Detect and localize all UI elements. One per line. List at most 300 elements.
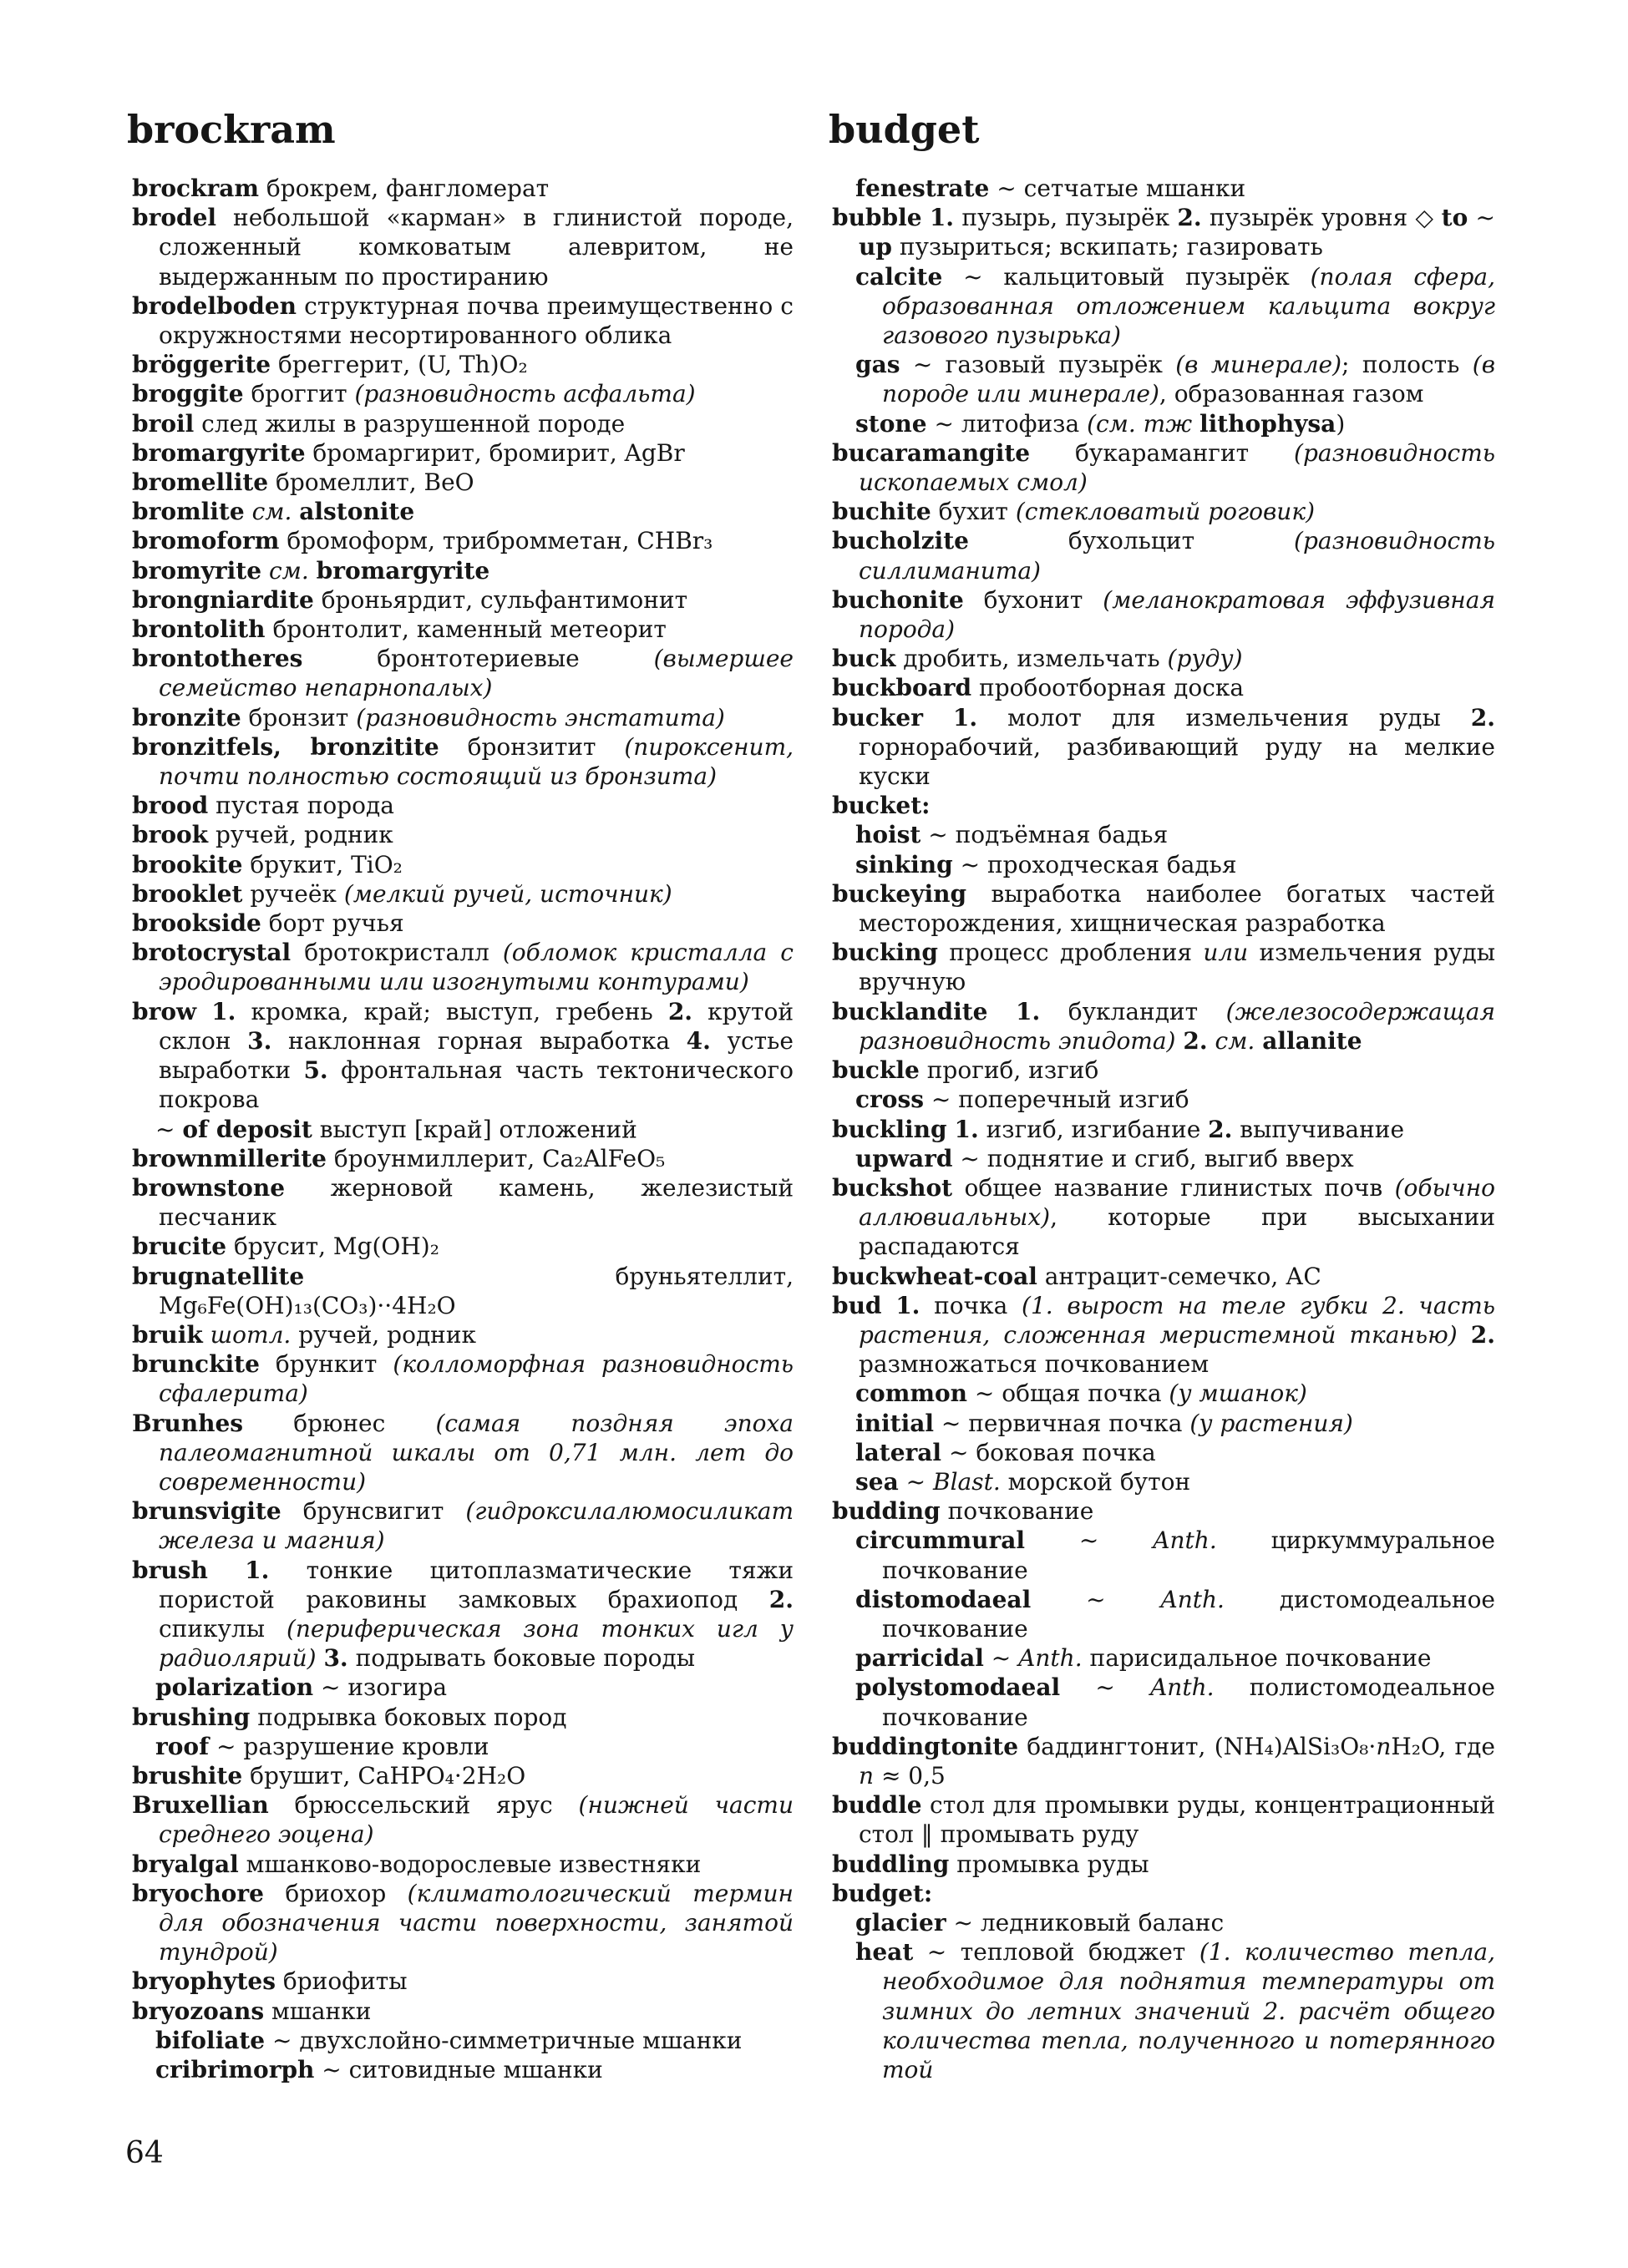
sub-entry: [832, 1144, 1495, 1173]
headword: brush: [132, 1556, 208, 1584]
headword: Bruxellian: [132, 1791, 269, 1820]
definition-text: ~ первичная почка: [933, 1409, 1190, 1437]
dictionary-entry: [132, 497, 794, 526]
dictionary-entry: [132, 468, 794, 497]
headword: brooklet: [132, 879, 243, 908]
definition-text: молот для измельчения руды: [977, 703, 1471, 732]
italic-note: (разновидность ископаемых смол): [859, 438, 1495, 497]
definition-text: горнорабочий, разбивающий руду на мелкие куски: [859, 732, 1495, 791]
definition-text: H₂O, где: [1391, 1732, 1495, 1760]
definition-text: бронзитит: [439, 732, 625, 761]
definition-text: ручеёк: [242, 879, 344, 908]
dictionary-entry: [832, 1496, 1495, 1526]
definition-text: [309, 557, 317, 585]
headword: bucker: [832, 703, 923, 732]
definition-text: подрывка боковых пород: [250, 1703, 567, 1731]
dictionary-entry: [132, 1761, 794, 1790]
dictionary-entry: [132, 526, 794, 555]
definition-text: ~: [155, 1115, 183, 1143]
definition-text: брушит, CaHPO₄·2H₂O: [242, 1761, 526, 1790]
headword: bruik: [132, 1320, 203, 1349]
dictionary-entry: [132, 644, 794, 702]
sub-entry: [832, 1908, 1495, 1937]
headword: up: [859, 233, 892, 261]
definition-text: ~ общая почка: [967, 1380, 1169, 1408]
definition-text: размножаться почкованием: [859, 1350, 1210, 1379]
headword: cross: [855, 1086, 925, 1114]
italic-note: (вымершее семейство непарнопалых): [159, 645, 794, 702]
headword: stone: [855, 409, 927, 438]
definition-text: ~: [1060, 1673, 1151, 1702]
definition-text: ~ изогира: [313, 1673, 448, 1702]
headword: broggite: [132, 380, 244, 408]
headword: 2.: [1470, 1320, 1495, 1349]
definition-text: фронтальная часть тектонического покрова: [159, 1056, 794, 1114]
headword: buckeying: [832, 879, 967, 908]
headword: bronzitfels, bronzitite: [132, 732, 439, 761]
definition-text: ~ двухслойно-симметричные мшанки: [265, 2026, 743, 2054]
dictionary-entry: [832, 1056, 1495, 1085]
headword: bromyrite: [132, 556, 262, 585]
sub-entry: [132, 2055, 794, 2084]
headword: buchite: [832, 498, 931, 526]
dictionary-entry: [832, 585, 1495, 644]
definition-text: подрывать боковые породы: [347, 1644, 696, 1673]
italic-note: (климатологический термин для обозначения части поверхности, занятой тундрой): [159, 1879, 794, 1967]
headword: alstonite: [299, 498, 415, 526]
headword: 5.: [303, 1056, 328, 1085]
headword: buckle: [832, 1056, 920, 1085]
italic-note: (в минерале): [1175, 351, 1342, 379]
definition-text: [1255, 1027, 1262, 1055]
definition-text: брюссельский ярус: [268, 1791, 579, 1820]
headword: bryozoans: [132, 1997, 265, 2025]
definition-text: мшанково-водорослевые известняки: [238, 1850, 702, 1878]
headword: gas: [855, 351, 900, 379]
headword: 1.: [929, 204, 955, 232]
headword: brow: [132, 997, 197, 1025]
definition-text: ~ поднятие и сгиб, выгиб вверх: [952, 1144, 1354, 1172]
definition-text: бротокристалл: [291, 939, 503, 967]
definition-text: бронзит: [241, 703, 357, 732]
definition-text: общее название глинистых почв: [952, 1173, 1395, 1202]
dictionary-entry: [132, 615, 794, 644]
headword: brookite: [132, 850, 243, 878]
definition-text: изгиб, изгибание: [978, 1115, 1209, 1143]
definition-text: бромеллит, BeO: [268, 468, 474, 497]
headword: 3.: [247, 1026, 272, 1055]
headword: 2.: [667, 997, 693, 1025]
definition-text: броньярдит, сульфантимонит: [313, 585, 688, 614]
definition-text: ~: [983, 1644, 1019, 1673]
definition-text: [1192, 410, 1199, 438]
definition-text: ~: [1468, 204, 1495, 232]
headword: 4.: [686, 1026, 711, 1055]
definition-text: ручей, родник: [291, 1320, 477, 1349]
headword: bromellite: [132, 468, 269, 497]
dictionary-entry: [832, 526, 1495, 585]
dictionary-entry: [832, 1173, 1495, 1262]
dictionary-entry: [832, 673, 1495, 702]
definition-text: почкование: [940, 1497, 1094, 1526]
italic-note: Anth.: [1153, 1526, 1217, 1555]
headword: brugnatellite: [132, 1262, 305, 1290]
headword: brontolith: [132, 615, 266, 644]
sub-entry: [132, 1732, 794, 1761]
sub-entry: [832, 174, 1495, 203]
definition-text: структурная почва преимущественно с окружностями несортированного облика: [159, 291, 794, 350]
dictionary-entry: [132, 1790, 794, 1849]
italic-note: Blast.: [933, 1467, 1001, 1496]
sub-entry: [832, 1937, 1495, 2084]
headword: brushite: [132, 1761, 243, 1790]
italic-note: (меланократовая эффузивная порода): [859, 585, 1495, 644]
headword: brushing: [132, 1703, 251, 1731]
definition-text: дистомодеальное почкование: [882, 1585, 1496, 1643]
italic-note: см.: [1215, 1026, 1255, 1055]
definition-text: бреггерит, (U, Th)O₂: [271, 351, 528, 379]
definition-text: , которые при высыхании распадаются: [859, 1203, 1495, 1261]
headword: bromlite: [132, 498, 245, 526]
definition-text: морской бутон: [1000, 1467, 1191, 1496]
definition-text: антрацит-семечко, АС: [1037, 1262, 1321, 1290]
headword: 1.: [952, 703, 978, 732]
dictionary-entry: [132, 174, 794, 203]
dictionary-entry: [132, 732, 794, 791]
italic-note: (полая сфера, образованная отложением кальцита вокруг газового пузырька): [882, 262, 1495, 350]
definition-text: пузырь, пузырёк: [954, 204, 1178, 232]
headword: bronzite: [132, 703, 241, 732]
headword: buchonite: [832, 585, 964, 614]
definition-text: борт ручья: [261, 909, 404, 938]
definition-text: [292, 498, 299, 525]
definition-text: ~ газовый пузырёк: [900, 351, 1176, 379]
dictionary-entry: [132, 879, 794, 909]
headword: polystomodaeal: [855, 1673, 1061, 1702]
sub-entry: [832, 1526, 1495, 1584]
dictionary-entry: [132, 1879, 794, 1967]
definition-text: ≈ 0,5: [874, 1761, 946, 1790]
definition-text: прогиб, изгиб: [919, 1056, 1099, 1085]
definition-text: [987, 998, 1016, 1025]
running-head-right: budget: [829, 107, 980, 152]
italic-note: (см. тж: [1087, 409, 1193, 438]
italic-note: (пироксенит, почти полностью состоящий из бронзита): [159, 732, 794, 791]
definition-text: ~: [1031, 1585, 1161, 1613]
definition-text: процесс дробления: [937, 939, 1204, 967]
definition-text: баддингтонит, (NH₄)AlSi₃O₈·: [1018, 1732, 1377, 1760]
italic-note: Anth.: [1160, 1585, 1225, 1613]
sub-entry: [832, 1379, 1495, 1408]
headword: buckling: [832, 1115, 947, 1143]
headword: brodelboden: [132, 291, 297, 320]
italic-note: (гидроксилалюмосиликат железа и магния): [159, 1497, 794, 1555]
italic-note: n: [859, 1761, 875, 1790]
headword: circummural: [855, 1526, 1025, 1555]
definition-text: выступ [край] отложений: [312, 1115, 637, 1143]
definition-text: ~ тепловой бюджет: [913, 1938, 1199, 1967]
definition-text: спикулы: [159, 1614, 287, 1643]
definition-text: [1458, 1321, 1471, 1349]
definition-text: броунмиллерит, Ca₂AlFeO₅: [326, 1144, 666, 1172]
definition-text: крутой склон: [159, 997, 794, 1055]
headword: sea: [855, 1467, 899, 1496]
headword: 1.: [954, 1115, 979, 1143]
definition-text: пустая порода: [208, 792, 394, 820]
definition-text: бриофиты: [276, 1967, 408, 1996]
headword: initial: [855, 1409, 934, 1437]
dictionary-entry: [132, 1703, 794, 1732]
definition-text: [208, 1557, 245, 1584]
headword: bryalgal: [132, 1850, 239, 1878]
italic-note: (1. вырост на теле губки 2. часть растения, сложенная меристемной тканью): [859, 1291, 1496, 1349]
headword: polarization: [155, 1673, 314, 1702]
headword: upward: [855, 1144, 953, 1172]
dictionary-entry: [132, 585, 794, 615]
definition-text: пробоотборная доска: [971, 674, 1245, 702]
headword: bryochore: [132, 1879, 264, 1907]
definition-text: ~ боковая почка: [941, 1438, 1156, 1466]
sub-entry: [832, 262, 1495, 351]
definition-text: пузыриться; вскипать; газировать: [891, 233, 1323, 261]
definition-text: парисидальное почкование: [1082, 1644, 1432, 1673]
dictionary-entry: [132, 203, 794, 291]
dictionary-entry: [132, 1556, 794, 1673]
headword: of deposit: [182, 1115, 312, 1143]
definition-text: брокрем, фангломерат: [258, 175, 550, 202]
definition-text: [947, 1116, 955, 1143]
headword: 2.: [1183, 1026, 1208, 1055]
dictionary-entry: [132, 703, 794, 732]
headword: Brunhes: [132, 1409, 244, 1437]
definition-text: бриохор: [263, 1879, 408, 1907]
definition-text: ~ подъёмная бадья: [921, 821, 1169, 849]
running-head-left: brockram: [127, 107, 336, 152]
definition-text: [245, 498, 252, 525]
headword: 2.: [1177, 204, 1202, 232]
italic-note: (обломок кристалла с эродированными или изогнутыми контурами): [159, 939, 794, 996]
definition-text: ~ литофиза: [926, 409, 1088, 438]
definition-text: небольшой «карман» в глинистой породе, сложенный комковатым алевритом, не выдержанным по простиранию: [159, 204, 794, 291]
sub-entry: [832, 850, 1495, 879]
definition-text: стол для промывки руды, концентрационный стол ‖ промывать руду: [859, 1791, 1495, 1849]
dictionary-entry: [132, 1409, 794, 1497]
headword: roof: [155, 1732, 210, 1760]
headword: brunckite: [132, 1350, 260, 1379]
page-number: 64: [125, 2136, 164, 2170]
dictionary-entry: [832, 997, 1495, 1056]
headword: brontotheres: [132, 645, 303, 673]
dictionary-entry: [132, 1262, 794, 1320]
definition-text: циркуммуральное почкование: [882, 1526, 1495, 1584]
definition-text: бромоформ, трибромметан, CHBr₃: [279, 527, 713, 555]
sub-entry: [832, 409, 1495, 438]
definition-text: полистомодеальное почкование: [882, 1673, 1495, 1731]
headword: 1.: [1015, 997, 1041, 1025]
headword: sinking: [855, 850, 953, 878]
definition-text: измельчения руды вручную: [859, 939, 1496, 996]
sub-entry: [832, 1673, 1495, 1731]
headword: lateral: [855, 1438, 942, 1466]
italic-note: или: [1203, 939, 1249, 967]
headword: parricidal: [855, 1644, 984, 1673]
sub-entry: [832, 1643, 1495, 1673]
dictionary-entry: [832, 1850, 1495, 1879]
italic-note: (колломорфная разновидность сфалерита): [159, 1350, 794, 1408]
definition-text: [261, 557, 269, 585]
dictionary-entry: [832, 1732, 1495, 1790]
definition-text: брунсвигит: [281, 1497, 466, 1526]
definition-text: ~: [1025, 1526, 1154, 1555]
left-column: [132, 174, 794, 2084]
definition-text: кромка, край; выступ, гребень: [236, 997, 668, 1025]
definition-text: ~ сетчатые мшанки: [989, 175, 1246, 202]
dictionary-entry: [132, 1144, 794, 1173]
dictionary-entry: [132, 438, 794, 468]
definition-text: бронтолит, каменный метеорит: [265, 615, 667, 644]
definition-text: ~ ледниковый баланс: [946, 1908, 1225, 1936]
definition-text: дробить, измельчать: [895, 645, 1168, 673]
headword: budget:: [832, 1879, 933, 1907]
definition-text: ~ разрушение кровли: [209, 1732, 489, 1760]
definition-text: промывка руды: [949, 1850, 1149, 1878]
headword: brucite: [132, 1233, 227, 1261]
definition-text: выпучивание: [1232, 1115, 1405, 1143]
dictionary-entry: [832, 203, 1495, 261]
headword: 3.: [323, 1644, 348, 1673]
dictionary-entry: [132, 850, 794, 879]
definition-text: ; полость: [1341, 351, 1473, 379]
definition-text: ручей, родник: [208, 821, 393, 849]
headword: buddingtonite: [832, 1732, 1019, 1760]
headword: bromargyrite: [316, 556, 490, 585]
headword: common: [855, 1380, 968, 1408]
italic-note: см.: [251, 498, 292, 526]
definition-text: броггит: [243, 380, 355, 408]
headword: bromargyrite: [132, 438, 306, 467]
italic-note: Anth.: [1150, 1673, 1215, 1702]
dictionary-entry: [832, 438, 1495, 497]
italic-note: (разновидность энстатита): [356, 703, 725, 732]
italic-note: (у растения): [1189, 1409, 1353, 1437]
headword: brownstone: [132, 1173, 286, 1202]
sub-entry: [832, 1409, 1495, 1438]
dictionary-entry: [132, 1320, 794, 1349]
headword: 2.: [1208, 1115, 1233, 1143]
definition-text: брукит, TiO₂: [242, 850, 403, 878]
italic-note: шотл.: [210, 1320, 292, 1349]
headword: heat: [855, 1938, 914, 1967]
headword: lithophysa: [1199, 409, 1336, 438]
dictionary-entry: [832, 1262, 1495, 1291]
italic-note: (периферическая зона тонких игл у радиолярий): [159, 1614, 794, 1673]
dictionary-entry: [132, 1997, 794, 2026]
headword: buddling: [832, 1850, 950, 1878]
definition-text: ~ поперечный изгиб: [924, 1086, 1189, 1114]
dictionary-entry: [132, 1232, 794, 1261]
dictionary-entry: [132, 409, 794, 438]
headword: bucklandite: [832, 997, 988, 1025]
definition-text: бромаргирит, бромирит, AgBr: [305, 438, 685, 467]
dictionary-entry: [832, 791, 1495, 820]
dictionary-entry: [132, 1173, 794, 1232]
headword: allanite: [1262, 1026, 1362, 1055]
headword: buck: [832, 645, 896, 673]
headword: 2.: [1470, 703, 1495, 732]
definition-text: мшанки: [264, 1997, 372, 2025]
definition-text: брюнес: [243, 1409, 436, 1437]
definition-text: бухонит: [963, 585, 1103, 614]
sub-entry: [832, 350, 1495, 408]
headword: buckshot: [832, 1173, 953, 1202]
sub-entry: [832, 1467, 1495, 1496]
headword: bucaramangite: [832, 438, 1031, 467]
dictionary-entry: [132, 1967, 794, 1996]
definition-text: след жилы в разрушенной породе: [194, 409, 626, 438]
definition-text: выработка наиболее богатых частей месторождения, хищническая разработка: [859, 879, 1495, 938]
dictionary-entry: [132, 997, 794, 1115]
dictionary-entry: [132, 291, 794, 350]
headword: calcite: [855, 262, 943, 291]
headword: 2.: [768, 1585, 794, 1613]
right-column: [832, 174, 1495, 2084]
headword: buckwheat-coal: [832, 1262, 1037, 1290]
definition-text: бухит: [931, 498, 1016, 526]
dictionary-entry: [832, 1879, 1495, 1908]
italic-note: Anth.: [1018, 1644, 1083, 1673]
headword: brunsvigite: [132, 1497, 281, 1526]
dictionary-entry: [832, 938, 1495, 996]
headword: 1.: [895, 1291, 921, 1319]
definition-text: почка: [920, 1291, 1022, 1319]
definition-text: брункит: [259, 1350, 393, 1379]
definition-text: [882, 1292, 896, 1319]
italic-note: (самая поздняя эпоха палеомагнитной шкалы от 0,71 млн. лет до современности): [159, 1409, 794, 1496]
definition-text: бруньятеллит, Mg₆Fe(OH)₁₃(CO₃)··4H₂O: [159, 1262, 794, 1319]
definition-text: [1208, 1027, 1215, 1055]
sub-entry: [832, 1085, 1495, 1114]
sub-entry: [832, 820, 1495, 849]
dictionary-entry: [832, 497, 1495, 526]
headword: broil: [132, 409, 195, 438]
definition-text: бронтотериевые: [302, 645, 654, 673]
dictionary-entry: [132, 909, 794, 938]
headword: bromoform: [132, 527, 280, 555]
definition-text: наклонная горная выработка: [271, 1026, 687, 1055]
italic-note: n: [1376, 1732, 1392, 1760]
headword: brodel: [132, 204, 217, 232]
dictionary-entry: [132, 820, 794, 849]
headword: distomodaeal: [855, 1585, 1032, 1613]
headword: brongniardite: [132, 585, 314, 614]
definition-text: брусит, Mg(OH)₂: [226, 1233, 439, 1261]
definition-text: жерновой камень, железистый песчаник: [159, 1173, 794, 1232]
definition-text: букландит: [1040, 997, 1226, 1025]
definition-text: букарамангит: [1030, 438, 1295, 467]
sub-entry: [832, 1585, 1495, 1643]
italic-note: (обычно аллювиальных): [859, 1173, 1495, 1232]
dictionary-entry: [832, 1291, 1495, 1380]
sub-entry: [132, 1115, 794, 1144]
italic-note: (нижней части среднего эоцена): [159, 1791, 794, 1849]
definition-text: ~ проходческая бадья: [952, 850, 1237, 878]
headword: brockram: [132, 175, 259, 202]
headword: budding: [832, 1497, 941, 1526]
definition-text: бухольцит: [968, 527, 1295, 555]
sub-entry: [132, 2026, 794, 2055]
definition-text: , образованная газом: [1159, 380, 1424, 408]
italic-note: (разновидность асфальта): [354, 380, 696, 408]
